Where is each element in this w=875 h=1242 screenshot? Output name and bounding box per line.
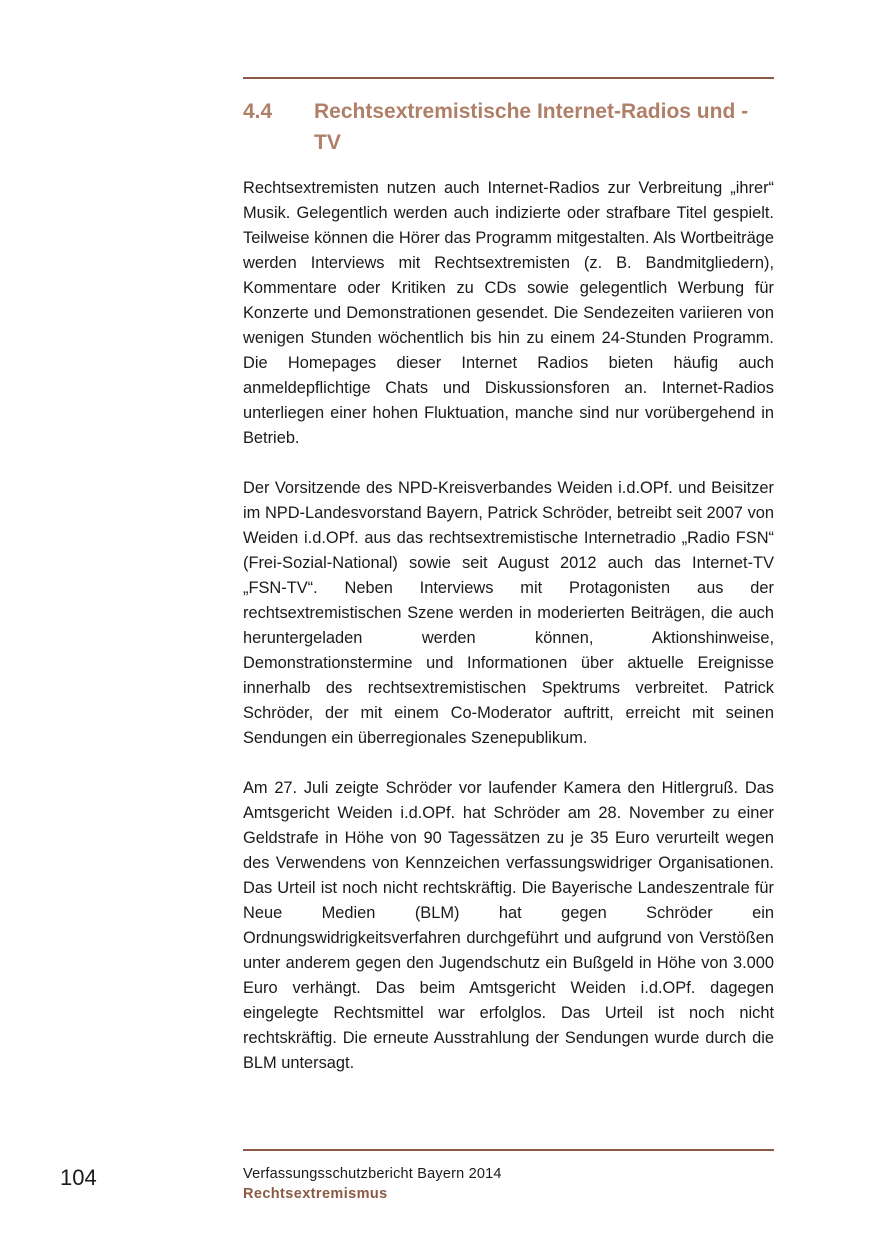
paragraph-1: Rechtsextremisten nutzen auch Internet-Radios zur Verbreitung „ihrer“ Musik. Gelegentlich werden auch indizierte oder strafbare Titel gespielt. Teilweise können die Hörer das Programm mitgestalten. Als Wortbeiträge werden Interviews mit Rechtsextremisten (z. B. Bandmitgliedern), Kommentare oder Kritiken zu CDs sowie gelegentlich Werbung für Konzerte und Demonstrationen gesendet. Die Sendezeiten variieren von wenigen Stunden wöchentlich bis hin zu einem 24-Stunden Programm. Die Homepages dieser Internet Radios bieten häufig auch anmeldepflichtige Chats und Diskussionsforen an. Internet-Radios unterliegen einer hohen Fluktuation, manche sind nur vorübergehend in Betrieb.: [243, 179, 774, 447]
section-heading: [243, 96, 774, 158]
paragraph-2: Der Vorsitzende des NPD-Kreisverbandes Weiden i.d.OPf. und Beisitzer im NPD-Landesvorstand Bayern, Patrick Schröder, betreibt seit 2007 von Weiden i.d.OPf. aus das rechtsextremistische Internetradio „Radio FSN“ (Frei-Sozial-National) sowie seit August 2012 auch das Internet-TV „FSN-TV“. Neben Interviews mit Protagonisten aus der rechtsextremistischen Szene werden in moderierten Beiträgen, die auch heruntergeladen werden können, Aktionshinweise, Demonstrationstermine und Informationen über aktuelle Ereignisse innerhalb des rechtsextremistischen Spektrums verbreitet. Patrick Schröder, der mit einem Co-Moderator auftritt, erreicht mit seinen Sendungen ein überregionales Szenepublikum.: [243, 479, 774, 747]
bottom-divider: [243, 1149, 774, 1151]
paragraph-3: Am 27. Juli zeigte Schröder vor laufender Kamera den Hitlergruß. Das Amtsgericht Weiden i.d.OPf. hat Schröder am 28. November zu einer Geldstrafe in Höhe von 90 Tagessätzen zu je 35 Euro verurteilt wegen des Verwendens von Kennzeichen verfassungswidriger Organisationen. Das Urteil ist noch nicht rechtskräftig. Die Bayerische Landeszentrale für Neue Medien (BLM) hat gegen Schröder ein Ordnungswidrigkeitsverfahren durchgeführt und aufgrund von Verstößen unter anderem gegen den Jugendschutz ein Bußgeld in Höhe von 3.000 Euro verhängt. Das beim Amtsgericht Weiden i.d.OPf. dagegen eingelegte Rechtsmittel war erfolglos. Das Urteil ist noch nicht rechtskräftig. Die erneute Ausstrahlung der Sendungen wurde durch die BLM untersagt.: [243, 779, 774, 1072]
footer-section: Rechtsextremismus: [243, 1186, 388, 1202]
top-divider: [243, 77, 774, 79]
body-text: [243, 176, 774, 1076]
section-title: Rechtsextremistische Internet-Radios und -TV: [314, 100, 749, 154]
footer-publication: Verfassungsschutzbericht Bayern 2014: [243, 1166, 502, 1182]
section-number: 4.4: [243, 100, 273, 123]
page-number: 104: [60, 1165, 97, 1190]
footer: [243, 1164, 502, 1204]
